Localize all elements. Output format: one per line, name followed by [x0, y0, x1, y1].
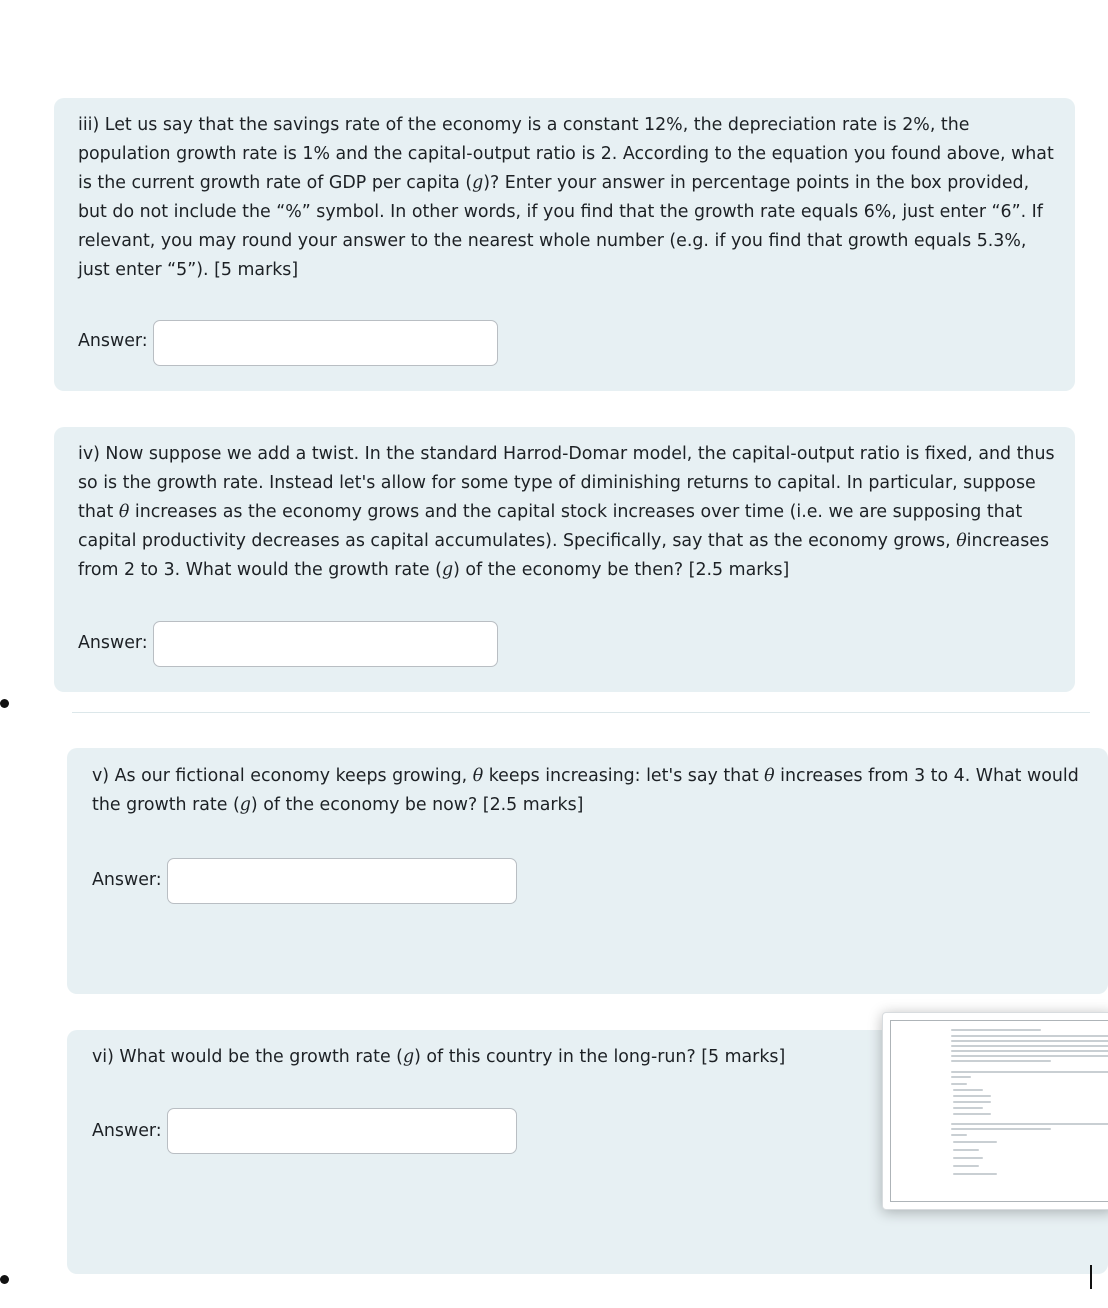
question-card-iii	[54, 98, 1075, 391]
thumbnail-text-line	[951, 1050, 1108, 1052]
section-divider	[72, 712, 1090, 713]
question-text-vi: vi) What would be the growth rate (g) of this country in the long-run? [5 marks]	[92, 1047, 786, 1067]
thumbnail-text-line	[951, 1029, 1041, 1031]
thumbnail-text-line	[953, 1095, 991, 1097]
thumbnail-text-line	[951, 1076, 971, 1078]
list-bullet	[0, 1275, 9, 1284]
thumbnail-page	[890, 1020, 1108, 1202]
thumbnail-text-line	[953, 1149, 979, 1151]
thumbnail-text-line	[951, 1128, 1051, 1130]
question-card-v	[67, 748, 1108, 994]
answer-label-iv: Answer:	[78, 633, 148, 653]
thumbnail-text-line	[951, 1045, 1108, 1047]
thumbnail-text-line	[951, 1035, 1108, 1037]
answer-label-vi: Answer:	[92, 1121, 162, 1141]
answer-label-iii: Answer:	[78, 331, 148, 351]
question-text-iv: iv) Now suppose we add a twist. In the standard Harrod-Domar model, the capital-output ratio is fixed, and thus so is the growth rate. Instead let's allow for some type of diminishing returns to capital. In particular, suppose that θ increases as the economy grows and the capital stock increases over time (i.e. we are supposing that capital productivity decreases as capital accumulates). Specifically, say that as the economy grows, θincreases from 2 to 3. What would the growth rate (g) of the economy be then? [2.5 marks]	[78, 444, 1055, 580]
thumbnail-text-line	[953, 1157, 983, 1159]
thumbnail-text-line	[953, 1173, 997, 1175]
thumbnail-text-line	[951, 1055, 1108, 1057]
thumbnail-text-line	[951, 1071, 1108, 1073]
thumbnail-text-line	[951, 1123, 1108, 1125]
question-text-v: v) As our fictional economy keeps growing, θ keeps increasing: let's say that θ increases from 3 to 4. What would the growth rate (g) of the economy be now? [2.5 marks]	[92, 766, 1079, 815]
answer-input-iv[interactable]	[153, 621, 498, 667]
answer-input-iii[interactable]	[153, 320, 498, 366]
thumbnail-text-line	[953, 1141, 997, 1143]
question-text-iii: iii) Let us say that the savings rate of the economy is a constant 12%, the depreciation rate is 2%, the population growth rate is 1% and the capital-output ratio is 2. According to the equation you found above, what is the current growth rate of GDP per capita (g)? Enter your answer in percentage points in the box provided, but do not include the “%” symbol. In other words, if you find that the growth rate equals 6%, just enter “6”. If relevant, you may round your answer to the nearest whole number (e.g. if you find that growth equals 5.3%, just enter “5”). [5 marks]	[78, 115, 1054, 280]
thumbnail-text-line	[951, 1060, 1051, 1062]
thumbnail-text-line	[953, 1113, 991, 1115]
thumbnail-text-line	[953, 1089, 983, 1091]
thumbnail-text-line	[953, 1107, 983, 1109]
thumbnail-text-line	[953, 1165, 979, 1167]
thumbnail-text-line	[953, 1101, 991, 1103]
answer-input-vi[interactable]	[167, 1108, 517, 1154]
answer-input-v[interactable]	[167, 858, 517, 904]
list-bullet	[0, 699, 9, 708]
page-thumbnail-preview[interactable]	[882, 1012, 1108, 1210]
question-card-iv	[54, 427, 1075, 692]
thumbnail-text-line	[951, 1083, 967, 1085]
text-cursor	[1090, 1265, 1092, 1289]
thumbnail-text-line	[951, 1134, 967, 1136]
answer-label-v: Answer:	[92, 870, 162, 890]
thumbnail-text-line	[951, 1040, 1108, 1042]
